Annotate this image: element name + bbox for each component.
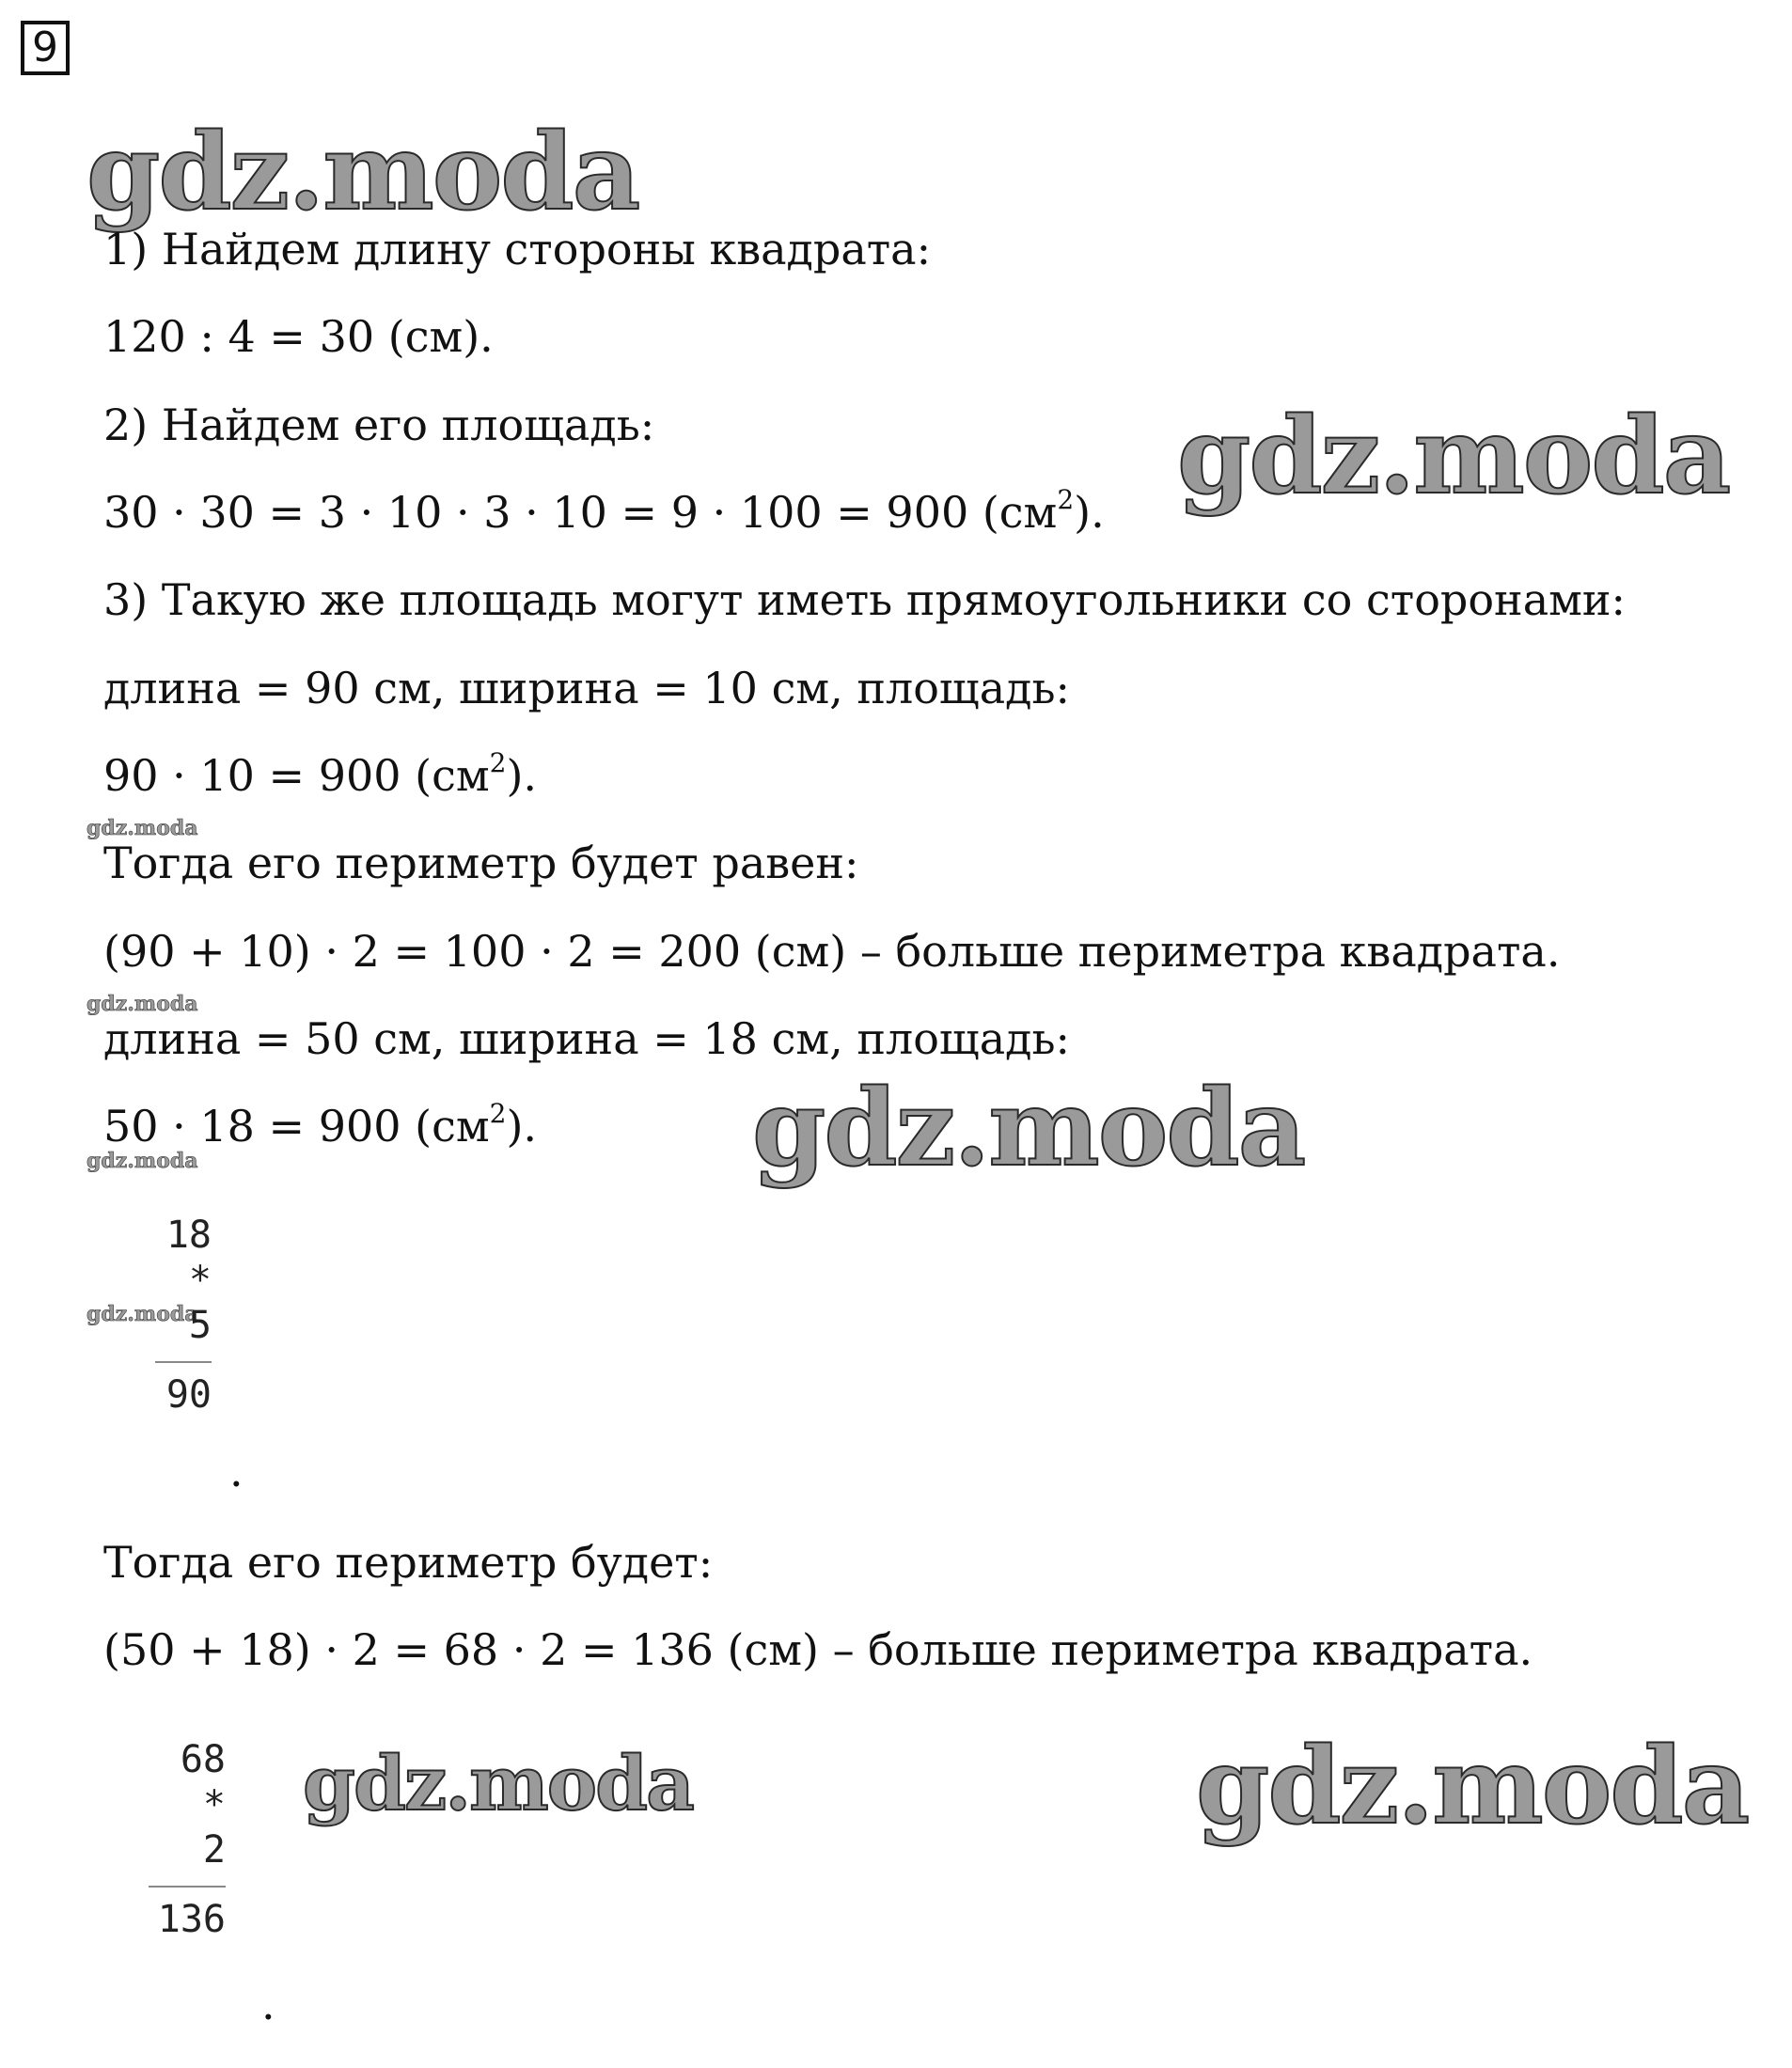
rectangle-2-perimeter-text: Тогда его периметр будет: xyxy=(103,1537,714,1588)
equation-end: ). xyxy=(1074,487,1105,538)
calc-dot: . xyxy=(229,1446,244,1496)
watermark: gdz.moda xyxy=(1177,395,1730,518)
step-1-equation: 120 : 4 = 30 (см). xyxy=(103,311,494,362)
calc-rule xyxy=(155,1361,212,1363)
equation-main: 30 · 30 = 3 · 10 · 3 · 10 = 9 · 100 = 900 (см xyxy=(103,487,1058,538)
problem-number: 9 xyxy=(21,21,70,75)
watermark: gdz.moda xyxy=(752,1067,1305,1190)
calc-operator: * xyxy=(188,1259,212,1302)
calc-operator: * xyxy=(202,1783,226,1826)
calc-top: 68 xyxy=(180,1738,226,1781)
watermark: gdz.moda xyxy=(303,1739,693,1827)
calc-top: 18 xyxy=(165,1214,212,1257)
rectangle-2-area xyxy=(103,1098,537,1154)
calc-result: 136 xyxy=(157,1898,226,1941)
watermark: gdz.moda xyxy=(86,1302,198,1326)
calc-result: 90 xyxy=(165,1373,212,1417)
calc-bottom: 5 xyxy=(188,1304,212,1347)
calc-bottom: 2 xyxy=(202,1828,226,1872)
superscript: 2 xyxy=(489,1098,507,1129)
rectangle-1-area xyxy=(103,747,537,804)
equation-main: 50 · 18 = 900 (см xyxy=(103,1101,490,1152)
equation-main: 90 · 10 = 900 (см xyxy=(103,750,490,801)
calc-dot: . xyxy=(261,1979,275,2029)
equation-end: ). xyxy=(506,750,538,801)
step-2-text: 2) Найдем его площадь: xyxy=(103,400,655,450)
rectangle-1-perimeter: (90 + 10) · 2 = 100 · 2 = 200 (см) – больше периметра квадрата. xyxy=(103,926,1561,977)
rectangle-1-sides: длина = 90 см, ширина = 10 см, площадь: xyxy=(103,663,1070,713)
step-3-text: 3) Такую же площадь могут иметь прямоугольники со сторонами: xyxy=(103,574,1627,625)
column-multiplication xyxy=(149,1737,226,1942)
watermark: gdz.moda xyxy=(1196,1725,1749,1848)
equation-end: ). xyxy=(506,1101,538,1152)
step-2-equation xyxy=(103,484,1105,540)
rectangle-2-sides: длина = 50 см, ширина = 18 см, площадь: xyxy=(103,1013,1070,1064)
watermark: gdz.moda xyxy=(86,992,198,1016)
rectangle-2-perimeter: (50 + 18) · 2 = 68 · 2 = 136 (см) – больше периметра квадрата. xyxy=(103,1624,1533,1675)
watermark: gdz.moda xyxy=(86,816,198,840)
watermark: gdz.moda xyxy=(86,111,639,234)
superscript: 2 xyxy=(1057,484,1075,515)
calc-rule xyxy=(149,1886,226,1888)
step-1-text: 1) Найдем длину стороны квадрата: xyxy=(103,224,932,274)
superscript: 2 xyxy=(489,747,507,778)
column-multiplication xyxy=(155,1213,212,1418)
watermark: gdz.moda xyxy=(86,1149,198,1173)
rectangle-1-perimeter-text: Тогда его периметр будет равен: xyxy=(103,838,859,888)
